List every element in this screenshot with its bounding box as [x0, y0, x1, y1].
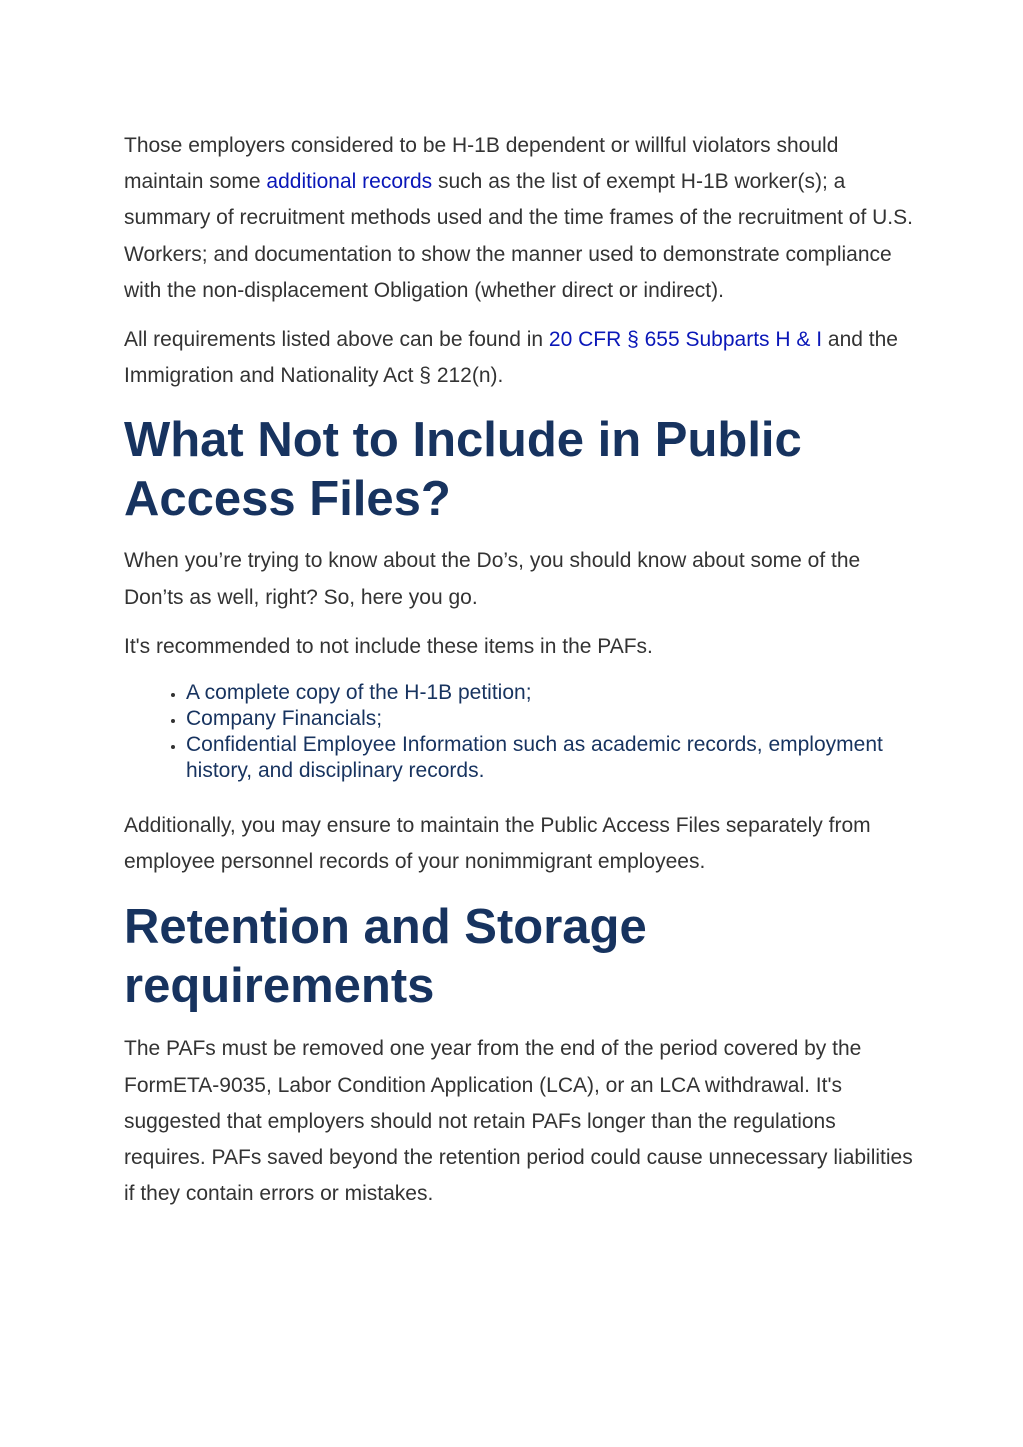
paragraph-requirements-source: [124, 322, 914, 394]
article-content: [124, 128, 914, 1212]
list-item: • A complete copy of the H-1B petition;: [186, 680, 914, 706]
paragraph-additional-records: [124, 128, 914, 309]
additional-records-link[interactable]: additional records: [266, 170, 433, 194]
paragraph-dos-donts: When you’re trying to know about the Do’s, you should know about some of the Don’ts as well, right? So, here you go.: [124, 549, 861, 609]
paragraph-recommendation: It's recommended to not include these items in the PAFs.: [124, 634, 653, 658]
list-item: • Confidential Employee Information such as academic records, employment history, and disciplinary records.: [186, 732, 914, 784]
heading-retention-storage: Retention and Storage requirements: [124, 900, 647, 1014]
paragraph-retention-period: The PAFs must be removed one year from the end of the period covered by the FormETA-9035, Labor Condition Application (LCA), or an LCA withdrawal. It's suggested that employers should not retain PAFs longer than the regulations requires. PAFs saved beyond the retention period could cause unnecessary liabilities if they contain errors or mistakes.: [124, 1037, 913, 1206]
paragraph-separate-records: Additionally, you may ensure to maintain the Public Access Files separately from employee personnel records of your nonimmigrant employees.: [124, 814, 871, 874]
cfr-link[interactable]: 20 CFR § 655 Subparts H & I: [548, 328, 823, 352]
list-item: • Company Financials;: [186, 706, 914, 732]
paragraph-text: and the Immigration and Nationality Act § 212(n).: [124, 328, 898, 388]
paragraph-text: All requirements listed above can be found in: [124, 328, 549, 352]
not-include-list: [124, 680, 914, 784]
paragraph-text: Those employers considered to be H-1B dependent or willful violators should maintain some: [124, 134, 839, 194]
heading-what-not-to-include: What Not to Include in Public Access Files?: [124, 413, 802, 527]
paragraph-text: such as the list of exempt H-1B worker(s); a summary of recruitment methods used and the time frames of the recruitment of U.S. Workers; and documentation to show the manner used to demonstrate compliance with the non-displacement Obligation (whether direct or indirect).: [124, 170, 913, 302]
